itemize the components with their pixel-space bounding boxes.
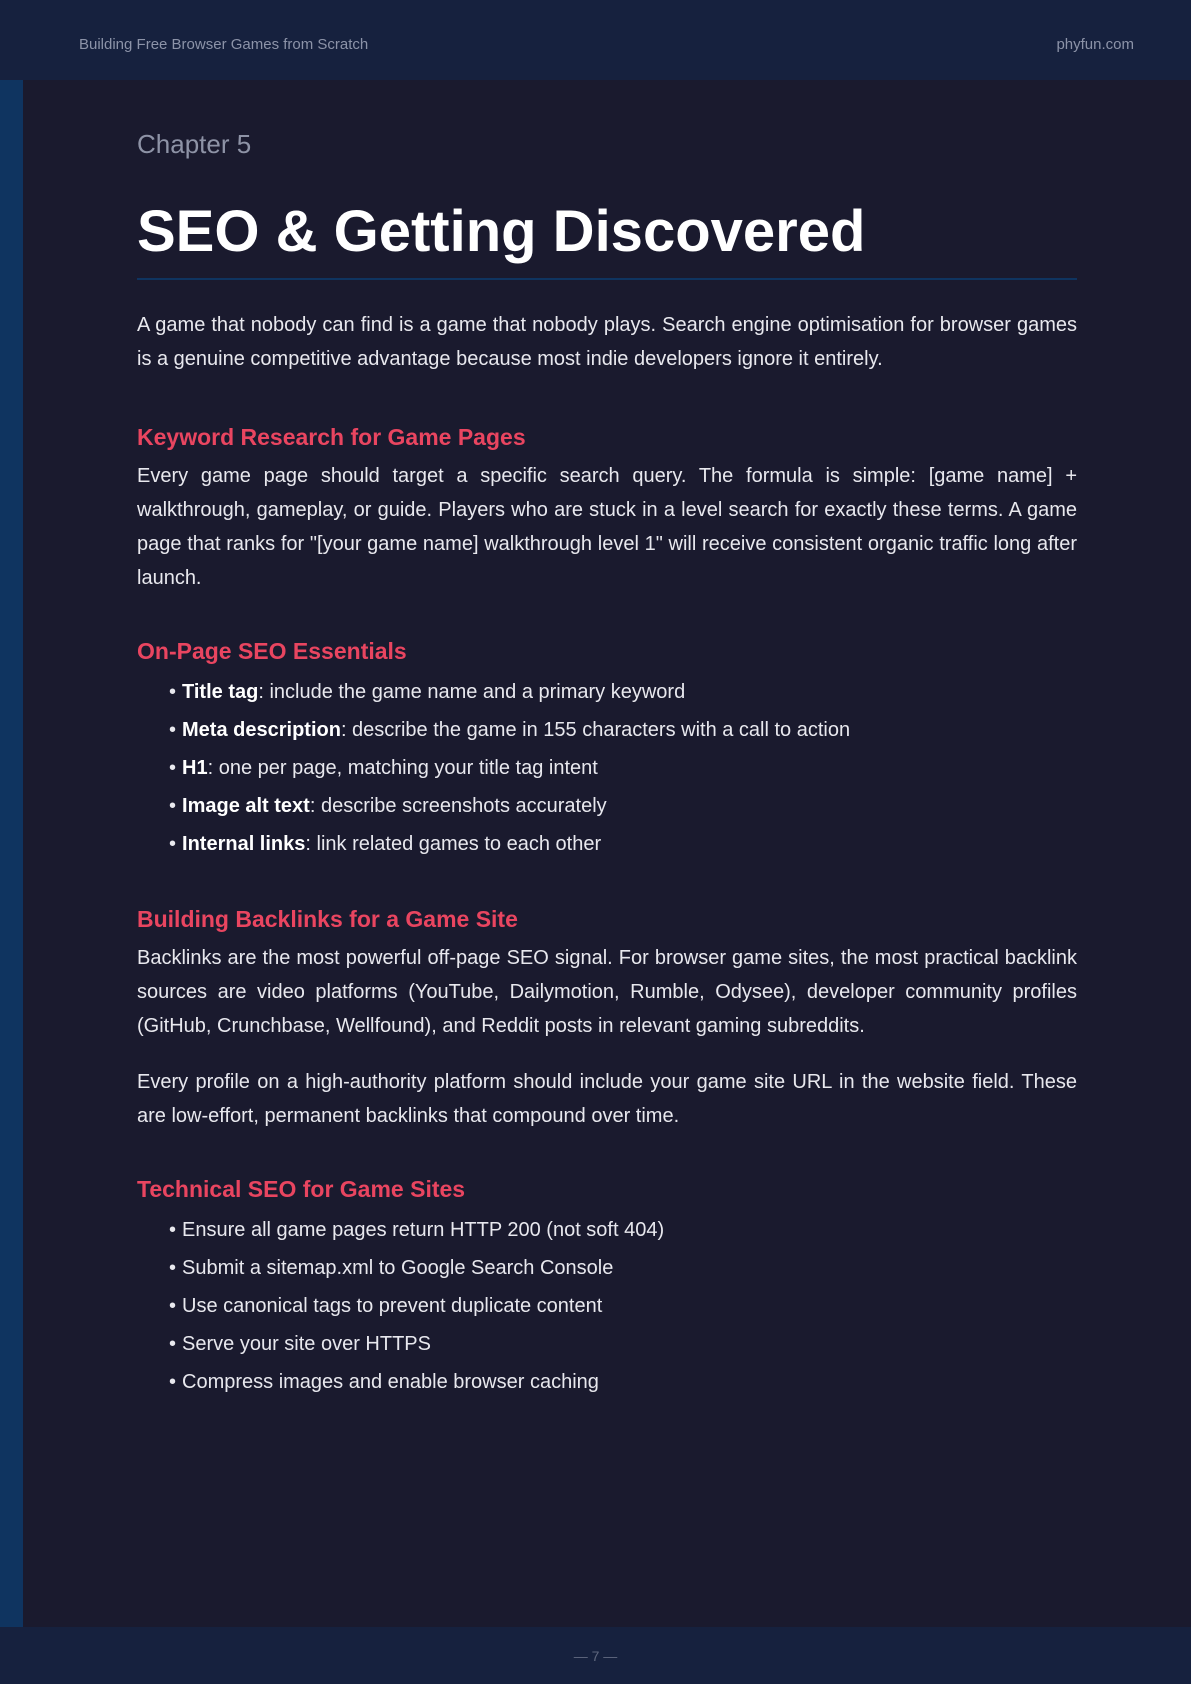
list-item: • Compress images and enable browser caching — [169, 1371, 599, 1393]
list-item: • Image alt text: describe screenshots accurately — [169, 795, 607, 817]
list-item: • Internal links: link related games to each other — [169, 833, 602, 855]
list-item: • Title tag: include the game name and a primary keyword — [169, 681, 686, 703]
keyword-paragraph: Every game page should target a specific search query. The formula is simple: [game name] + walkthrough, gameplay, or guide. Players who are stuck in a level search for exactly these terms. A game page that ranks for "[your game name] walkthrough level 1" will receive consistent organic traffic long after launch. — [137, 465, 1077, 589]
page-number: — 7 — — [573, 1648, 618, 1664]
chapter-title: SEO & Getting Discovered — [137, 198, 1077, 280]
list-item: • Use canonical tags to prevent duplicate content — [169, 1295, 603, 1317]
site-name: phyfun.com — [1056, 36, 1134, 53]
list-item: • Ensure all game pages return HTTP 200 (not soft 404) — [169, 1219, 665, 1241]
intro-paragraph: A game that nobody can find is a game that nobody plays. Search engine optimisation for browser games is a genuine competitive advantage because most indie developers ignore it entirely. — [137, 314, 1077, 370]
technical-list — [137, 1211, 1077, 1401]
book-title: Building Free Browser Games from Scratch — [79, 36, 369, 53]
section-heading-technical: Technical SEO for Game Sites — [137, 1176, 466, 1202]
onpage-list — [137, 673, 1077, 863]
list-item: • Submit a sitemap.xml to Google Search Console — [169, 1257, 614, 1279]
chapter-label: Chapter 5 — [137, 129, 252, 159]
list-item: • Meta description: describe the game in 155 characters with a call to action — [169, 719, 851, 741]
page-header — [0, 0, 1191, 80]
section-heading-onpage: On-Page SEO Essentials — [137, 638, 407, 664]
side-accent-stripe — [0, 80, 23, 1627]
list-item: • H1: one per page, matching your title tag intent — [169, 757, 598, 779]
page-content — [137, 124, 1077, 1401]
section-heading-backlinks: Building Backlinks for a Game Site — [137, 906, 518, 932]
list-item: • Serve your site over HTTPS — [169, 1333, 431, 1355]
section-heading-keyword: Keyword Research for Game Pages — [137, 424, 526, 450]
backlinks-paragraph-2: Every profile on a high-authority platform should include your game site URL in the website field. These are low-effort, permanent backlinks that compound over time. — [137, 1071, 1077, 1127]
backlinks-paragraph-1: Backlinks are the most powerful off-page SEO signal. For browser game sites, the most practical backlink sources are video platforms (YouTube, Dailymotion, Rumble, Odysee), developer community profiles (GitHub, Crunchbase, Wellfound), and Reddit posts in relevant gaming subreddits. — [137, 947, 1077, 1037]
